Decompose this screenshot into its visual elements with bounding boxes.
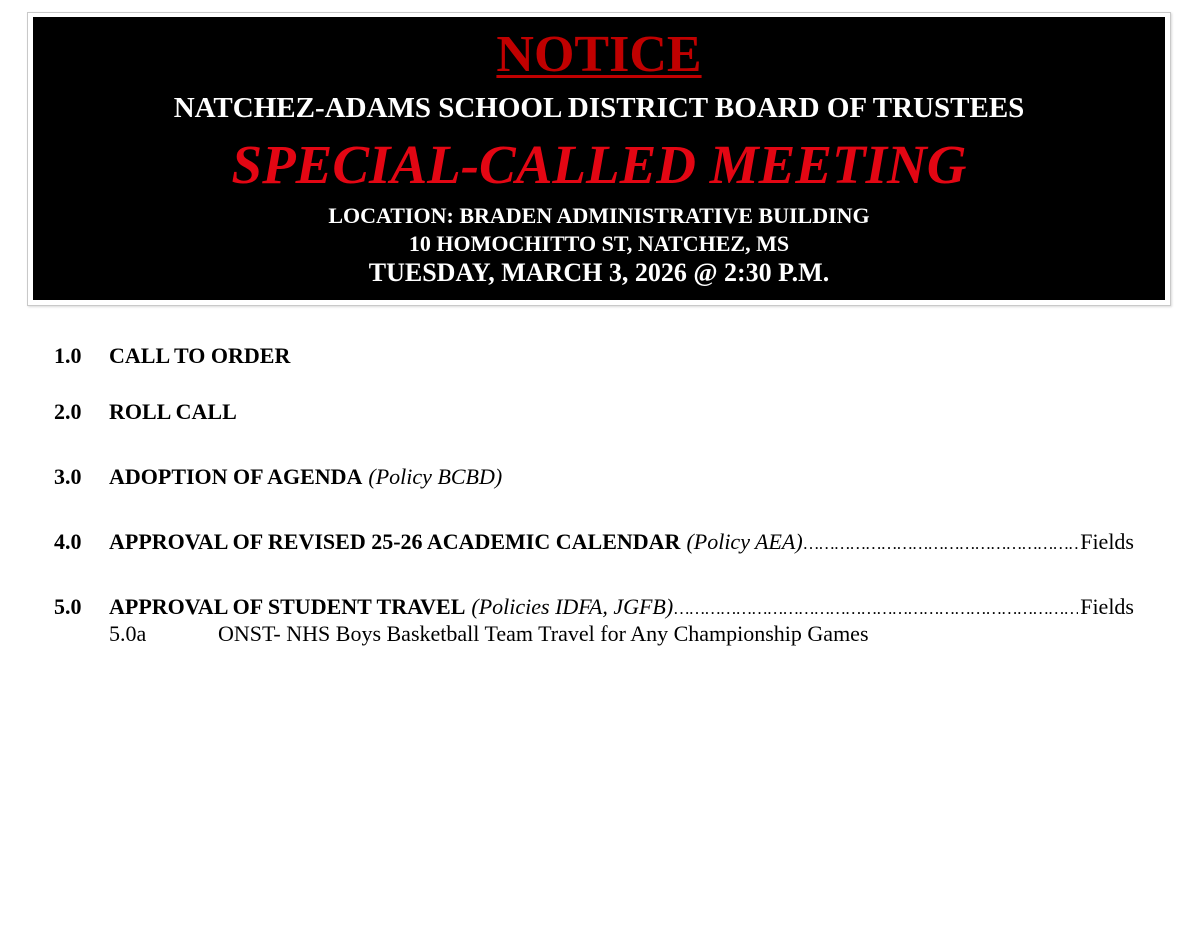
meeting-address: 10 HOMOCHITTO ST, NATCHEZ, MS bbox=[408, 231, 790, 256]
agenda-subitem-number: 5.0a bbox=[109, 621, 147, 646]
agenda-item-policy: (Policy AEA) bbox=[686, 529, 803, 554]
agenda-item-title: APPROVAL OF STUDENT TRAVEL bbox=[109, 594, 466, 619]
agenda-subitem-text: ONST- NHS Boys Basketball Team Travel for Any Championship Games bbox=[218, 621, 869, 646]
meeting-type-heading: SPECIAL-CALLED MEETING bbox=[231, 134, 967, 195]
dot-leader bbox=[804, 529, 1079, 559]
agenda-item-adoption-of-agenda bbox=[54, 462, 1134, 492]
agenda-item-policy: (Policy BCBD) bbox=[368, 464, 503, 489]
agenda-item-title: ROLL CALL bbox=[109, 399, 237, 424]
notice-banner-frame bbox=[27, 12, 1171, 306]
organization-name: NATCHEZ-ADAMS SCHOOL DISTRICT BOARD OF TRUSTEES bbox=[173, 92, 1025, 124]
meeting-location: LOCATION: BRADEN ADMINISTRATIVE BUILDING bbox=[328, 203, 870, 228]
agenda-item-number: 1.0 bbox=[54, 343, 82, 368]
agenda-item-number: 2.0 bbox=[54, 399, 82, 424]
notice-heading: NOTICE bbox=[496, 26, 702, 83]
agenda-item-presenter: Fields bbox=[1080, 594, 1134, 619]
agenda-item-title: CALL TO ORDER bbox=[109, 343, 291, 368]
agenda-item-number: 5.0 bbox=[54, 594, 82, 619]
notice-banner bbox=[33, 17, 1165, 300]
agenda-item-number: 4.0 bbox=[54, 529, 82, 554]
agenda-item-call-to-order bbox=[54, 341, 1134, 371]
agenda-item-academic-calendar bbox=[54, 527, 1134, 557]
agenda-item-title: APPROVAL OF REVISED 25-26 ACADEMIC CALENDAR bbox=[109, 529, 681, 554]
agenda-item-student-travel bbox=[54, 592, 1134, 622]
meeting-datetime: TUESDAY, MARCH 3, 2026 @ 2:30 P.M. bbox=[368, 258, 830, 287]
agenda-item-presenter: Fields bbox=[1080, 529, 1134, 554]
agenda-item-number: 3.0 bbox=[54, 464, 82, 489]
agenda-item-title: ADOPTION OF AGENDA bbox=[109, 464, 363, 489]
agenda-item-policy: (Policies IDFA, JGFB) bbox=[471, 594, 674, 619]
agenda-item-roll-call bbox=[54, 397, 1134, 427]
